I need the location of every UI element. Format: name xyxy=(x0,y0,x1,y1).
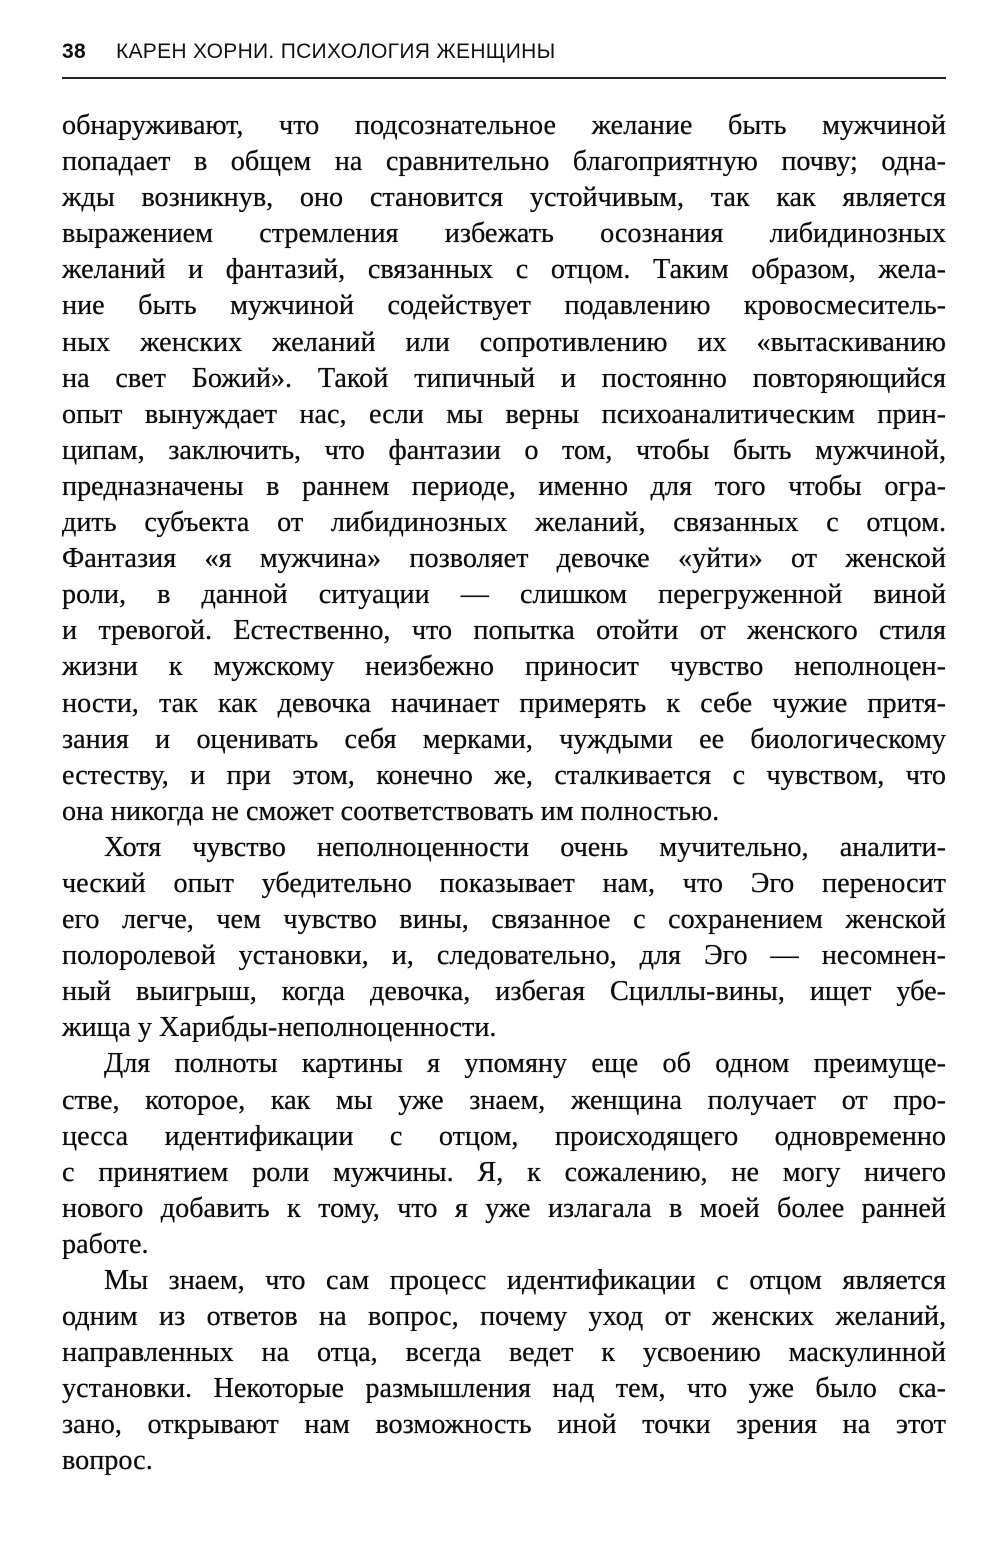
text-line: его легче, чем чувство вины, связанное с сохранением женской xyxy=(62,904,946,936)
text-line: Для полноты картины я упомяну еще об одном преимуще- xyxy=(104,1048,946,1080)
text-line: цесса идентификации с отцом, происходящего одновременно xyxy=(62,1120,946,1152)
text-line: ный выигрыш, когда девочка, избегая Сциллы-вины, ищет убе- xyxy=(62,976,946,1008)
text-line: ных женских желаний или сопротивлению их «вытаскиванию xyxy=(62,326,946,358)
text-line: естеству, и при этом, конечно же, сталкивается с чувством, что xyxy=(62,759,946,791)
text-line: дить субъекта от либидинозных желаний, связанных с отцом. xyxy=(62,507,946,539)
text-line: жища у Харибды-неполноценности. xyxy=(62,1012,497,1044)
text-line: установки. Некоторые размышления над тем, что уже было ска- xyxy=(62,1373,946,1405)
text-line: Фантазия «я мужчина» позволяет девочке «уйти» от женской xyxy=(62,543,946,575)
running-head xyxy=(62,40,946,76)
text-line: на свет Божий». Такой типичный и постоянно повторяющийся xyxy=(62,362,946,394)
text-line: жизни к мужскому неизбежно приносит чувство неполноцен- xyxy=(62,651,946,683)
text-line: жды возникнув, оно становится устойчивым, так как является xyxy=(62,182,946,214)
paragraph xyxy=(62,108,946,830)
page-number: 38 xyxy=(62,40,86,63)
text-line: она никогда не сможет соответствовать им полностью. xyxy=(62,795,720,827)
text-line: полоролевой установки, и, следовательно, для Эго — несомнен- xyxy=(62,940,946,972)
header-rule xyxy=(62,77,946,79)
text-line: с принятием роли мужчины. Я, к сожалению, не могу ничего xyxy=(62,1156,946,1188)
text-line: стве, которое, как мы уже знаем, женщина получает от про- xyxy=(62,1084,946,1116)
text-line: ние быть мужчиной содействует подавлению кровосмеситель- xyxy=(62,290,946,322)
text-line: предназначены в раннем периоде, именно для того чтобы огра- xyxy=(62,470,946,502)
paragraph xyxy=(62,830,946,1047)
paragraph xyxy=(62,1046,946,1263)
text-line: нового добавить к тому, что я уже излагала в моей более ранней xyxy=(62,1192,946,1224)
text-line: попадает в общем на сравнительно благоприятную почву; одна- xyxy=(62,146,946,178)
paragraph xyxy=(62,1263,946,1480)
running-title: КАРЕН ХОРНИ. ПСИХОЛОГИЯ ЖЕНЩИНЫ xyxy=(115,40,556,63)
text-line: направленных на отца, всегда ведет к усвоению маскулинной xyxy=(62,1337,946,1369)
text-line: Хотя чувство неполноценности очень мучительно, аналити- xyxy=(104,831,946,863)
text-line: опыт вынуждает нас, если мы верны психоаналитическим прин- xyxy=(62,398,946,430)
text-line: зания и оценивать себя мерками, чуждыми ее биологическому xyxy=(62,723,946,755)
text-line: ческий опыт убедительно показывает нам, что Эго переносит xyxy=(62,867,946,899)
text-line: зано, открывают нам возможность иной точки зрения на этот xyxy=(62,1409,946,1441)
text-line: роли, в данной ситуации — слишком перегруженной виной xyxy=(62,579,946,611)
text-line: Мы знаем, что сам процесс идентификации с отцом является xyxy=(104,1265,946,1296)
text-line: ности, так как девочка начинает примерять к себе чужие притя- xyxy=(62,687,946,719)
text-line: вопрос. xyxy=(62,1445,153,1477)
text-line: работе. xyxy=(62,1228,149,1260)
text-line: и тревогой. Естественно, что попытка отойти от женского стиля xyxy=(62,615,946,647)
text-line: выражением стремления избежать осознания либидинозных xyxy=(62,218,946,250)
text-line: обнаруживают, что подсознательное желание быть мужчиной xyxy=(62,110,946,141)
text-line: одним из ответов на вопрос, почему уход от женских желаний, xyxy=(62,1301,946,1333)
text-line: ципам, заключить, что фантазии о том, чтобы быть мужчиной, xyxy=(62,434,946,466)
body-text xyxy=(62,108,946,1480)
text-line: желаний и фантазий, связанных с отцом. Таким образом, жела- xyxy=(62,254,946,286)
